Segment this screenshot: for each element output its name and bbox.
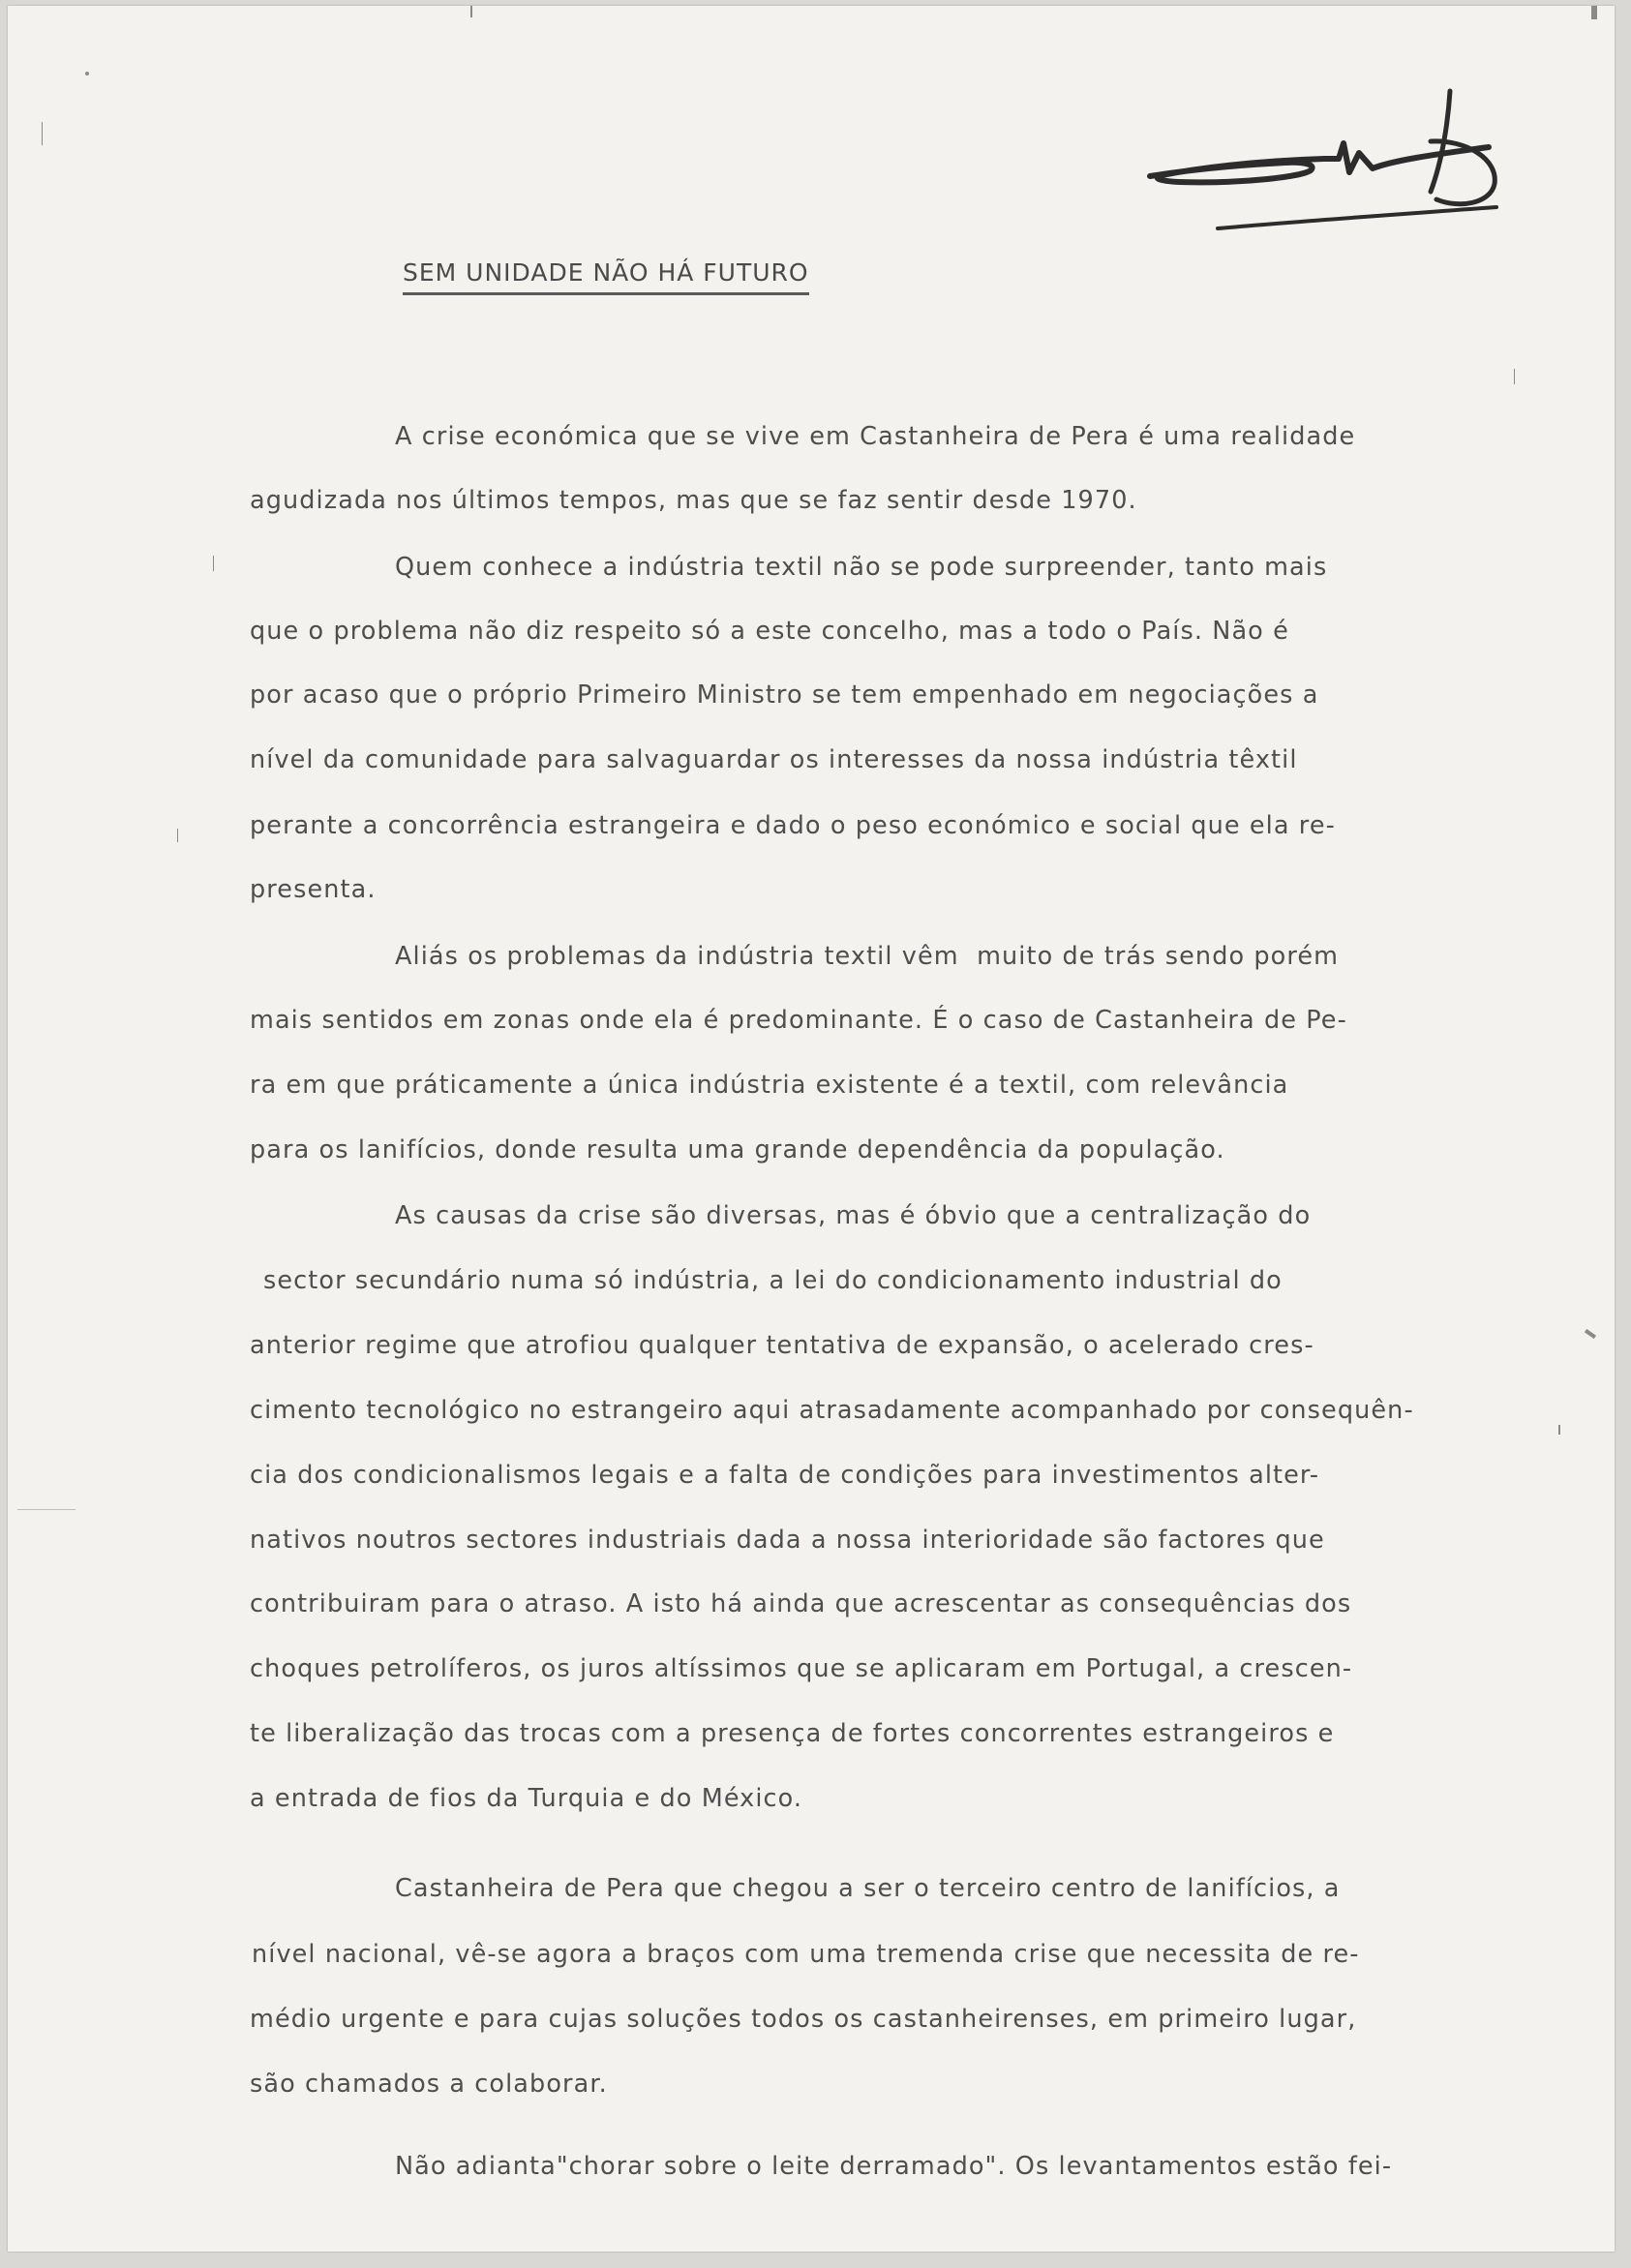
text-line: Quem conhece a indústria textil não se pode surpreender, tanto mais bbox=[395, 553, 1328, 582]
text-line: cia dos condicionalismos legais e a falta de condições para investimentos alter- bbox=[250, 1461, 1320, 1490]
scan-speck bbox=[213, 556, 214, 571]
text-line: sector secundário numa só indústria, a lei do condicionamento industrial do bbox=[263, 1266, 1283, 1295]
text-line: agudizada nos últimos tempos, mas que se faz sentir desde 1970. bbox=[250, 486, 1137, 515]
text-line: para os lanifícios, donde resulta uma grande dependência da população. bbox=[250, 1135, 1225, 1164]
text-line: Aliás os problemas da indústria textil vêm muito de trás sendo porém bbox=[395, 942, 1340, 971]
text-line: anterior regime que atrofiou qualquer tentativa de expansão, o acelerado cres- bbox=[250, 1331, 1314, 1360]
signature-icon bbox=[1140, 83, 1527, 248]
document-title: SEM UNIDADE NÃO HÁ FUTURO bbox=[403, 256, 809, 295]
text-line: Não adianta"chorar sobre o leite derramado". Os levantamentos estão fei- bbox=[395, 2152, 1393, 2181]
text-line: nativos noutros sectores industriais dada a nossa interioridade são factores que bbox=[250, 1526, 1325, 1555]
scan-speck bbox=[177, 829, 178, 842]
text-line: cimento tecnológico no estrangeiro aqui atrasadamente acompanhado por consequên- bbox=[250, 1396, 1414, 1425]
text-line: nível nacional, vê-se agora a braços com uma tremenda crise que necessita de re- bbox=[252, 1940, 1360, 1969]
text-line: As causas da crise são diversas, mas é óbvio que a centralização do bbox=[395, 1201, 1312, 1230]
text-line: contribuiram para o atraso. A isto há ainda que acrescentar as consequências dos bbox=[250, 1589, 1352, 1618]
text-line: médio urgente e para cujas soluções todos os castanheirenses, em primeiro lugar, bbox=[250, 2005, 1357, 2034]
text-line: presenta. bbox=[250, 875, 377, 904]
text-line: ra em que práticamente a única indústria existente é a textil, com relevância bbox=[250, 1071, 1289, 1100]
text-line: nível da comunidade para salvaguardar os interesses da nossa indústria têxtil bbox=[250, 745, 1298, 774]
text-line: que o problema não diz respeito só a este concelho, mas a todo o País. Não é bbox=[250, 617, 1289, 646]
text-line: te liberalização das trocas com a presença de fortes concorrentes estrangeiros e bbox=[250, 1719, 1335, 1748]
scan-speck bbox=[1591, 6, 1597, 19]
text-line: por acaso que o próprio Primeiro Ministro se tem empenhado em negociações a bbox=[250, 680, 1319, 710]
text-line: Castanheira de Pera que chegou a ser o terceiro centro de lanifícios, a bbox=[395, 1874, 1341, 1903]
scan-speck bbox=[1514, 369, 1515, 384]
scan-speck bbox=[470, 6, 472, 17]
text-line: A crise económica que se vive em Castanheira de Pera é uma realidade bbox=[395, 422, 1356, 451]
text-line: são chamados a colaborar. bbox=[250, 2070, 608, 2099]
text-line: choques petrolíferos, os juros altíssimos que se aplicaram em Portugal, a crescen- bbox=[250, 1654, 1353, 1683]
document-page bbox=[8, 6, 1615, 2252]
scan-speck bbox=[85, 72, 89, 76]
scan-speck bbox=[42, 122, 43, 145]
scan-speck bbox=[17, 1509, 76, 1510]
scan-speck bbox=[1558, 1425, 1560, 1435]
scan-speck bbox=[1585, 1329, 1596, 1339]
text-line: a entrada de fios da Turquia e do México. bbox=[250, 1784, 803, 1813]
text-line: mais sentidos em zonas onde ela é predominante. É o caso de Castanheira de Pe- bbox=[250, 1006, 1347, 1035]
text-line: perante a concorrência estrangeira e dado o peso económico e social que ela re- bbox=[250, 811, 1336, 840]
